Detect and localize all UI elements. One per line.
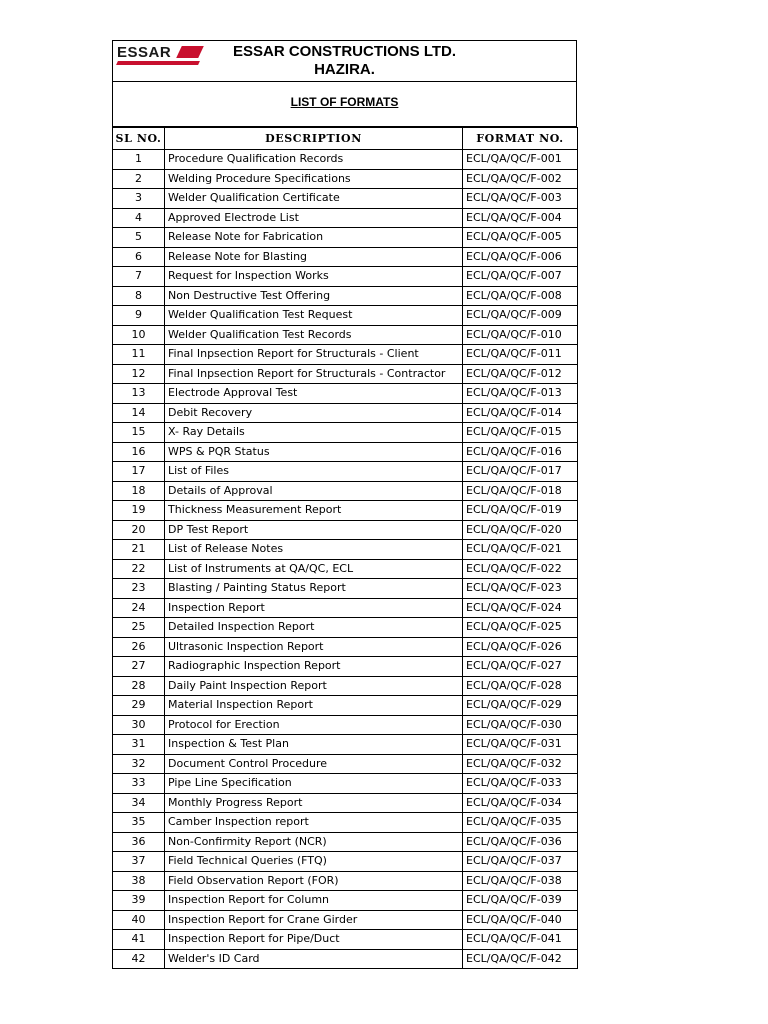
- format-no-cell: ECL/QA/QC/F-020: [463, 520, 578, 540]
- format-no-cell: ECL/QA/QC/F-002: [463, 169, 578, 189]
- table-row: [113, 403, 578, 423]
- sl-no-cell: 39: [113, 891, 165, 911]
- format-no-cell: ECL/QA/QC/F-034: [463, 793, 578, 813]
- document-subtitle: LIST OF FORMATS: [290, 95, 399, 109]
- format-no-cell: ECL/QA/QC/F-018: [463, 481, 578, 501]
- table-row: [113, 169, 578, 189]
- description-cell: Debit Recovery: [165, 403, 463, 423]
- format-no-cell: ECL/QA/QC/F-006: [463, 247, 578, 267]
- company-name-line1: ESSAR CONSTRUCTIONS LTD.: [232, 43, 457, 60]
- table-row: [113, 715, 578, 735]
- description-cell: Welder Qualification Test Request: [165, 306, 463, 326]
- sl-no-cell: 14: [113, 403, 165, 423]
- formats-table: [112, 127, 578, 969]
- format-no-cell: ECL/QA/QC/F-030: [463, 715, 578, 735]
- table-body: [113, 150, 578, 969]
- table-row: [113, 637, 578, 657]
- format-no-cell: ECL/QA/QC/F-015: [463, 423, 578, 443]
- table-row: [113, 442, 578, 462]
- sl-no-cell: 9: [113, 306, 165, 326]
- description-cell: Inspection Report for Column: [165, 891, 463, 911]
- sl-no-cell: 42: [113, 949, 165, 969]
- sl-no-cell: 32: [113, 754, 165, 774]
- table-row: [113, 657, 578, 677]
- sl-no-cell: 28: [113, 676, 165, 696]
- table-row: [113, 208, 578, 228]
- sl-no-cell: 27: [113, 657, 165, 677]
- format-no-cell: ECL/QA/QC/F-023: [463, 579, 578, 599]
- description-cell: Field Technical Queries (FTQ): [165, 852, 463, 872]
- format-no-cell: ECL/QA/QC/F-009: [463, 306, 578, 326]
- description-cell: Electrode Approval Test: [165, 384, 463, 404]
- format-no-cell: ECL/QA/QC/F-001: [463, 150, 578, 170]
- description-cell: Final Inpsection Report for Structurals - Contractor: [165, 364, 463, 384]
- format-no-cell: ECL/QA/QC/F-008: [463, 286, 578, 306]
- description-cell: DP Test Report: [165, 520, 463, 540]
- format-no-cell: ECL/QA/QC/F-019: [463, 501, 578, 521]
- sl-no-cell: 33: [113, 774, 165, 794]
- description-cell: List of Files: [165, 462, 463, 482]
- description-cell: Release Note for Fabrication: [165, 228, 463, 248]
- sl-no-cell: 24: [113, 598, 165, 618]
- sl-no-cell: 7: [113, 267, 165, 287]
- description-cell: Blasting / Painting Status Report: [165, 579, 463, 599]
- description-cell: Material Inspection Report: [165, 696, 463, 716]
- description-cell: Detailed Inspection Report: [165, 618, 463, 638]
- table-row: [113, 325, 578, 345]
- description-cell: Release Note for Blasting: [165, 247, 463, 267]
- table-row: [113, 462, 578, 482]
- table-row: [113, 481, 578, 501]
- table-row: [113, 618, 578, 638]
- description-cell: X- Ray Details: [165, 423, 463, 443]
- sl-no-cell: 30: [113, 715, 165, 735]
- sl-no-cell: 3: [113, 189, 165, 209]
- sl-no-cell: 19: [113, 501, 165, 521]
- table-row: [113, 676, 578, 696]
- company-name: [113, 43, 576, 79]
- description-cell: Inspection Report for Crane Girder: [165, 910, 463, 930]
- table-row: [113, 813, 578, 833]
- table-row: [113, 735, 578, 755]
- format-no-cell: ECL/QA/QC/F-038: [463, 871, 578, 891]
- description-cell: Document Control Procedure: [165, 754, 463, 774]
- format-no-cell: ECL/QA/QC/F-003: [463, 189, 578, 209]
- table-row: [113, 579, 578, 599]
- table-row: [113, 696, 578, 716]
- sl-no-cell: 36: [113, 832, 165, 852]
- format-no-cell: ECL/QA/QC/F-027: [463, 657, 578, 677]
- table-row: [113, 247, 578, 267]
- format-no-cell: ECL/QA/QC/F-035: [463, 813, 578, 833]
- format-no-cell: ECL/QA/QC/F-031: [463, 735, 578, 755]
- format-no-cell: ECL/QA/QC/F-004: [463, 208, 578, 228]
- column-header-format-no: FORMAT NO.: [463, 128, 578, 150]
- table-row: [113, 930, 578, 950]
- sl-no-cell: 20: [113, 520, 165, 540]
- column-header-description: DESCRIPTION: [165, 128, 463, 150]
- description-cell: Welding Procedure Specifications: [165, 169, 463, 189]
- table-row: [113, 423, 578, 443]
- description-cell: Monthly Progress Report: [165, 793, 463, 813]
- format-no-cell: ECL/QA/QC/F-033: [463, 774, 578, 794]
- document-header: [112, 40, 577, 82]
- sl-no-cell: 23: [113, 579, 165, 599]
- description-cell: Inspection Report for Pipe/Duct: [165, 930, 463, 950]
- description-cell: Procedure Qualification Records: [165, 150, 463, 170]
- sl-no-cell: 41: [113, 930, 165, 950]
- description-cell: Welder's ID Card: [165, 949, 463, 969]
- sl-no-cell: 25: [113, 618, 165, 638]
- format-no-cell: ECL/QA/QC/F-013: [463, 384, 578, 404]
- table-row: [113, 598, 578, 618]
- format-no-cell: ECL/QA/QC/F-039: [463, 891, 578, 911]
- table-row: [113, 520, 578, 540]
- description-cell: WPS & PQR Status: [165, 442, 463, 462]
- table-row: [113, 559, 578, 579]
- format-no-cell: ECL/QA/QC/F-011: [463, 345, 578, 365]
- table-row: [113, 832, 578, 852]
- sl-no-cell: 38: [113, 871, 165, 891]
- format-no-cell: ECL/QA/QC/F-028: [463, 676, 578, 696]
- table-row: [113, 384, 578, 404]
- sl-no-cell: 15: [113, 423, 165, 443]
- format-no-cell: ECL/QA/QC/F-026: [463, 637, 578, 657]
- description-cell: Inspection & Test Plan: [165, 735, 463, 755]
- format-no-cell: ECL/QA/QC/F-010: [463, 325, 578, 345]
- format-no-cell: ECL/QA/QC/F-042: [463, 949, 578, 969]
- column-header-sl-no: SL NO.: [113, 128, 165, 150]
- format-no-cell: ECL/QA/QC/F-040: [463, 910, 578, 930]
- sl-no-cell: 40: [113, 910, 165, 930]
- description-cell: Camber Inspection report: [165, 813, 463, 833]
- table-row: [113, 949, 578, 969]
- table-row: [113, 189, 578, 209]
- description-cell: List of Instruments at QA/QC, ECL: [165, 559, 463, 579]
- format-no-cell: ECL/QA/QC/F-024: [463, 598, 578, 618]
- logo-text: ESSAR: [117, 44, 172, 61]
- table-row: [113, 754, 578, 774]
- subtitle-row: [112, 82, 577, 127]
- sl-no-cell: 2: [113, 169, 165, 189]
- sl-no-cell: 11: [113, 345, 165, 365]
- table-row: [113, 228, 578, 248]
- format-no-cell: ECL/QA/QC/F-017: [463, 462, 578, 482]
- sl-no-cell: 29: [113, 696, 165, 716]
- table-row: [113, 267, 578, 287]
- sl-no-cell: 8: [113, 286, 165, 306]
- format-no-cell: ECL/QA/QC/F-032: [463, 754, 578, 774]
- description-cell: List of Release Notes: [165, 540, 463, 560]
- format-no-cell: ECL/QA/QC/F-036: [463, 832, 578, 852]
- table-row: [113, 306, 578, 326]
- company-name-line2: HAZIRA.: [314, 61, 375, 78]
- sl-no-cell: 37: [113, 852, 165, 872]
- sl-no-cell: 22: [113, 559, 165, 579]
- description-cell: Inspection Report: [165, 598, 463, 618]
- formats-sheet: [112, 40, 577, 969]
- table-row: [113, 774, 578, 794]
- description-cell: Protocol for Erection: [165, 715, 463, 735]
- description-cell: Pipe Line Specification: [165, 774, 463, 794]
- description-cell: Non-Confirmity Report (NCR): [165, 832, 463, 852]
- description-cell: Non Destructive Test Offering: [165, 286, 463, 306]
- sl-no-cell: 13: [113, 384, 165, 404]
- description-cell: Ultrasonic Inspection Report: [165, 637, 463, 657]
- format-no-cell: ECL/QA/QC/F-007: [463, 267, 578, 287]
- sl-no-cell: 12: [113, 364, 165, 384]
- table-row: [113, 793, 578, 813]
- sl-no-cell: 1: [113, 150, 165, 170]
- format-no-cell: ECL/QA/QC/F-012: [463, 364, 578, 384]
- sl-no-cell: 21: [113, 540, 165, 560]
- sl-no-cell: 6: [113, 247, 165, 267]
- table-row: [113, 501, 578, 521]
- format-no-cell: ECL/QA/QC/F-029: [463, 696, 578, 716]
- sl-no-cell: 35: [113, 813, 165, 833]
- description-cell: Final Inpsection Report for Structurals - Client: [165, 345, 463, 365]
- format-no-cell: ECL/QA/QC/F-041: [463, 930, 578, 950]
- sl-no-cell: 31: [113, 735, 165, 755]
- sl-no-cell: 16: [113, 442, 165, 462]
- format-no-cell: ECL/QA/QC/F-022: [463, 559, 578, 579]
- description-cell: Welder Qualification Test Records: [165, 325, 463, 345]
- description-cell: Details of Approval: [165, 481, 463, 501]
- format-no-cell: ECL/QA/QC/F-037: [463, 852, 578, 872]
- description-cell: Field Observation Report (FOR): [165, 871, 463, 891]
- table-row: [113, 910, 578, 930]
- description-cell: Request for Inspection Works: [165, 267, 463, 287]
- table-row: [113, 286, 578, 306]
- table-header-row: [113, 128, 578, 150]
- description-cell: Daily Paint Inspection Report: [165, 676, 463, 696]
- sl-no-cell: 34: [113, 793, 165, 813]
- format-no-cell: ECL/QA/QC/F-021: [463, 540, 578, 560]
- table-row: [113, 364, 578, 384]
- description-cell: Welder Qualification Certificate: [165, 189, 463, 209]
- sl-no-cell: 18: [113, 481, 165, 501]
- sl-no-cell: 4: [113, 208, 165, 228]
- description-cell: Radiographic Inspection Report: [165, 657, 463, 677]
- table-row: [113, 852, 578, 872]
- sl-no-cell: 17: [113, 462, 165, 482]
- description-cell: Thickness Measurement Report: [165, 501, 463, 521]
- format-no-cell: ECL/QA/QC/F-014: [463, 403, 578, 423]
- table-row: [113, 891, 578, 911]
- sl-no-cell: 5: [113, 228, 165, 248]
- format-no-cell: ECL/QA/QC/F-025: [463, 618, 578, 638]
- table-row: [113, 345, 578, 365]
- sl-no-cell: 26: [113, 637, 165, 657]
- sl-no-cell: 10: [113, 325, 165, 345]
- table-row: [113, 540, 578, 560]
- table-row: [113, 871, 578, 891]
- table-row: [113, 150, 578, 170]
- format-no-cell: ECL/QA/QC/F-005: [463, 228, 578, 248]
- description-cell: Approved Electrode List: [165, 208, 463, 228]
- format-no-cell: ECL/QA/QC/F-016: [463, 442, 578, 462]
